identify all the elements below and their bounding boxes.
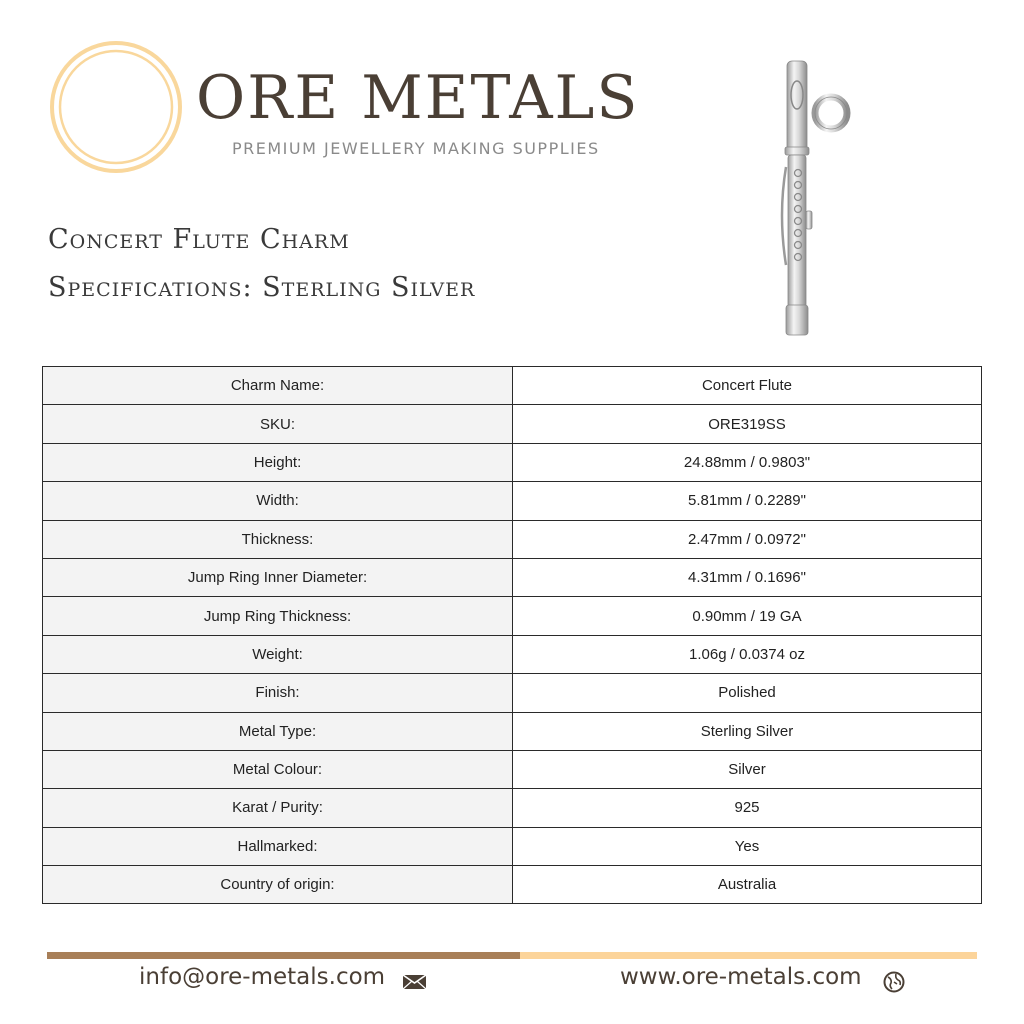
spec-label: SKU: — [43, 405, 513, 443]
spec-label: Country of origin: — [43, 866, 513, 904]
spec-value: 4.31mm / 0.1696" — [513, 558, 982, 596]
spec-label: Charm Name: — [43, 367, 513, 405]
footer-email[interactable]: info@ore-metals.com — [139, 964, 386, 990]
spec-value: Polished — [513, 674, 982, 712]
footer-divider-left — [47, 952, 520, 959]
spec-value: Sterling Silver — [513, 712, 982, 750]
mail-icon — [402, 974, 427, 990]
table-row — [43, 443, 982, 481]
brand-tagline: PREMIUM JEWELLERY MAKING SUPPLIES — [232, 139, 600, 158]
spec-label: Height: — [43, 443, 513, 481]
spec-label: Jump Ring Thickness: — [43, 597, 513, 635]
table-row — [43, 520, 982, 558]
product-title: Concert Flute Charm — [48, 224, 350, 255]
spec-value: 24.88mm / 0.9803" — [513, 443, 982, 481]
spec-value: 0.90mm / 19 GA — [513, 597, 982, 635]
flute-charm-image — [770, 55, 860, 345]
globe-icon — [883, 971, 905, 993]
product-spec-line: Specifications: Sterling Silver — [48, 272, 476, 303]
spec-value: 1.06g / 0.0374 oz — [513, 635, 982, 673]
table-row — [43, 367, 982, 405]
table-row — [43, 558, 982, 596]
table-row — [43, 674, 982, 712]
spec-label: Weight: — [43, 635, 513, 673]
spec-label: Hallmarked: — [43, 827, 513, 865]
footer-website[interactable]: www.ore-metals.com — [620, 964, 862, 990]
spec-value: 2.47mm / 0.0972" — [513, 520, 982, 558]
footer-divider-right — [520, 952, 977, 959]
spec-value: Concert Flute — [513, 367, 982, 405]
table-row — [43, 827, 982, 865]
specifications-table — [42, 366, 982, 904]
spec-label: Width: — [43, 482, 513, 520]
spec-value: ORE319SS — [513, 405, 982, 443]
table-row — [43, 635, 982, 673]
brand-name: ORE METALS — [196, 63, 640, 133]
table-row — [43, 750, 982, 788]
spec-value: 925 — [513, 789, 982, 827]
spec-value: Silver — [513, 750, 982, 788]
table-row — [43, 405, 982, 443]
spec-value: Australia — [513, 866, 982, 904]
spec-label: Finish: — [43, 674, 513, 712]
table-row — [43, 789, 982, 827]
spec-label: Jump Ring Inner Diameter: — [43, 558, 513, 596]
table-row — [43, 712, 982, 750]
table-row — [43, 866, 982, 904]
logo-rings — [49, 40, 183, 174]
table-row — [43, 482, 982, 520]
spec-value: Yes — [513, 827, 982, 865]
spec-value: 5.81mm / 0.2289" — [513, 482, 982, 520]
table-row — [43, 597, 982, 635]
spec-label: Thickness: — [43, 520, 513, 558]
spec-label: Metal Colour: — [43, 750, 513, 788]
spec-label: Metal Type: — [43, 712, 513, 750]
spec-label: Karat / Purity: — [43, 789, 513, 827]
